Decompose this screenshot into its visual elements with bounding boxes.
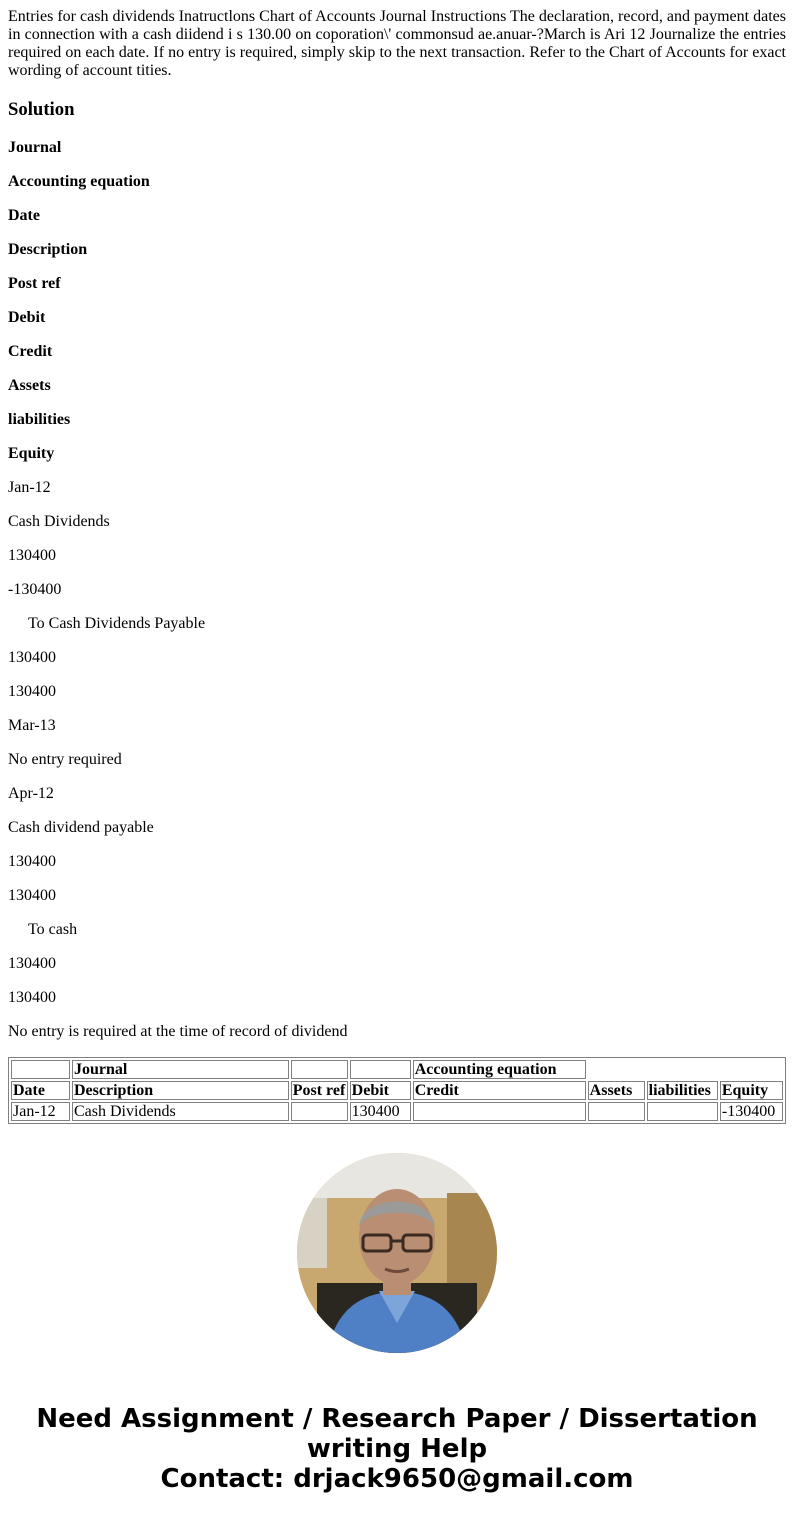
table-cell bbox=[647, 1102, 718, 1121]
date-label: Date bbox=[8, 207, 40, 224]
liabilities-label: liabilities bbox=[8, 411, 71, 428]
table-cell bbox=[350, 1060, 411, 1079]
promo-banner bbox=[0, 1404, 794, 1494]
debit-label: Debit bbox=[8, 309, 46, 326]
jan-liabilities: 130400 bbox=[8, 683, 56, 700]
table-row bbox=[11, 1081, 783, 1100]
assets-label: Assets bbox=[8, 377, 51, 394]
table-header-equity: Equity bbox=[720, 1081, 783, 1100]
table-cell-equity: -130400 bbox=[720, 1102, 783, 1121]
jan-credit-description: To Cash Dividends Payable bbox=[28, 615, 206, 632]
table-cell bbox=[11, 1060, 70, 1079]
table-cell-description: Cash Dividends bbox=[72, 1102, 289, 1121]
promo-line-2: writing Help bbox=[306, 1434, 488, 1464]
table-header-accounting-equation: Accounting equation bbox=[413, 1060, 586, 1079]
solution-heading: Solution bbox=[8, 99, 75, 120]
apr-credit: 130400 bbox=[8, 955, 56, 972]
record-date-note: No entry is required at the time of record of dividend bbox=[8, 1023, 348, 1040]
table-header-description: Description bbox=[72, 1081, 289, 1100]
mar-date: Mar-13 bbox=[8, 717, 56, 734]
accounting-equation-label: Accounting equation bbox=[8, 173, 150, 190]
post-ref-label: Post ref bbox=[8, 275, 61, 292]
table-header-liabilities: liabilities bbox=[647, 1081, 718, 1100]
table-header-assets: Assets bbox=[588, 1081, 645, 1100]
apr-debit: 130400 bbox=[8, 853, 56, 870]
author-portrait-image bbox=[297, 1153, 497, 1353]
table-cell bbox=[413, 1102, 586, 1121]
journal-table bbox=[8, 1057, 786, 1124]
apr-liabilities: 130400 bbox=[8, 887, 56, 904]
jan-date: Jan-12 bbox=[8, 479, 51, 496]
table-row bbox=[11, 1102, 783, 1121]
credit-label: Credit bbox=[8, 343, 53, 360]
mar-description: No entry required bbox=[8, 751, 122, 768]
table-cell-debit: 130400 bbox=[350, 1102, 411, 1121]
table-cell bbox=[720, 1060, 783, 1079]
author-photo bbox=[297, 1153, 497, 1353]
equity-label: Equity bbox=[8, 445, 55, 462]
promo-contact: Contact: drjack9650@gmail.com bbox=[160, 1464, 634, 1494]
promo-line-1: Need Assignment / Research Paper / Dissertation bbox=[36, 1404, 758, 1434]
table-header-debit: Debit bbox=[350, 1081, 411, 1100]
table-header-date: Date bbox=[11, 1081, 70, 1100]
table-header-credit: Credit bbox=[413, 1081, 586, 1100]
table-header-post-ref: Post ref bbox=[291, 1081, 348, 1100]
table-row bbox=[11, 1060, 783, 1079]
apr-description: Cash dividend payable bbox=[8, 819, 154, 836]
jan-debit: 130400 bbox=[8, 547, 56, 564]
jan-equity: -130400 bbox=[8, 581, 62, 598]
journal-table-preview bbox=[8, 1057, 786, 1124]
journal-label: Journal bbox=[8, 139, 62, 156]
apr-date: Apr-12 bbox=[8, 785, 54, 802]
jan-credit: 130400 bbox=[8, 649, 56, 666]
table-cell bbox=[647, 1060, 718, 1079]
description-label: Description bbox=[8, 241, 88, 258]
jan-description: Cash Dividends bbox=[8, 513, 110, 530]
table-cell bbox=[291, 1060, 348, 1079]
table-cell-date: Jan-12 bbox=[11, 1102, 70, 1121]
table-cell bbox=[291, 1102, 348, 1121]
apr-assets: 130400 bbox=[8, 989, 56, 1006]
table-cell bbox=[588, 1060, 645, 1079]
question-text: Entries for cash dividends Inatructlons Chart of Accounts Journal Instructions The declaration, record, and payment dates in connection with a cash diidend i s 130.00 on coporation\' commonsud ae.anuar-?March is Ari 12 Journalize the entries required on each date. If no entry is required, simply skip to the next transaction. Refer to the Chart of Accounts for exact wording of account tities. bbox=[8, 8, 786, 79]
table-header-journal: Journal bbox=[72, 1060, 289, 1079]
apr-credit-description: To cash bbox=[28, 921, 78, 938]
table-cell bbox=[588, 1102, 645, 1121]
